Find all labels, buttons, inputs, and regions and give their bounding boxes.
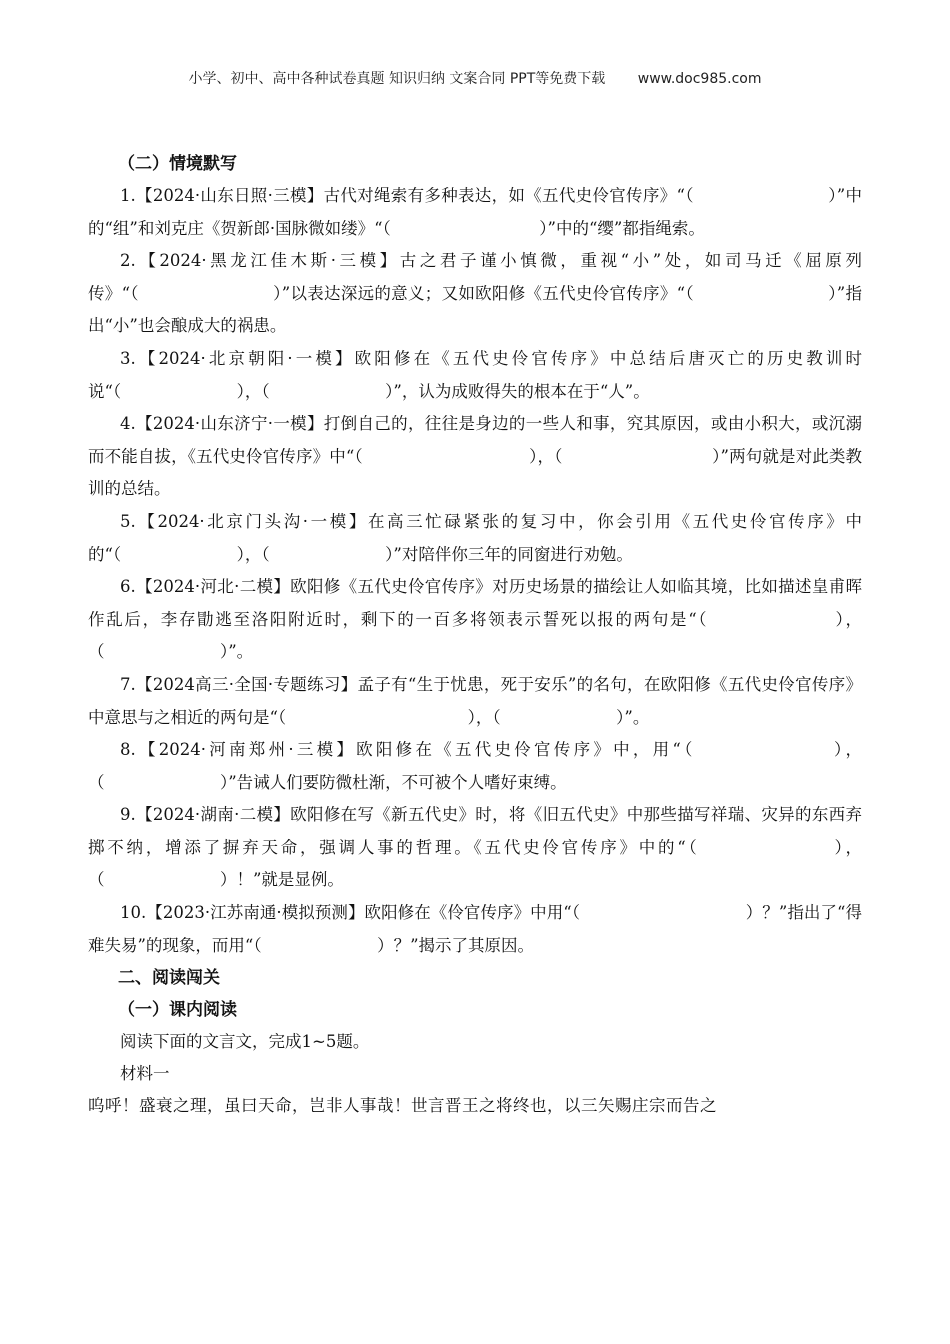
question-5: 5.【2024·北京门头沟·一模】在高三忙碌紧张的复习中，你会引用《五代史伶官传序》中的“（ ），（ ）”对陪伴你三年的同窗进行劝勉。 (88, 511, 862, 564)
header-site-link[interactable]: www.doc985.com (637, 71, 762, 87)
question-10: 10.【2023·江苏南通·模拟预测】欧阳修在《伶官传序》中用“（ ）？”指出了“得难失易”的现象，而用“（ ）？”揭示了其原因。 (88, 903, 862, 955)
material-label: 材料一 (120, 1064, 170, 1084)
section-title: （二）情境默写 (118, 154, 237, 174)
header-text: 小学、初中、高中各种试卷真题 知识归纳 文案合同 PPT等免费下载 (188, 71, 606, 87)
question-6: 6.【2024·河北·二模】欧阳修《五代史伶官传序》对历史场景的描绘让人如临其境，比如描述皇甫晖作乱后，李存勖逃至洛阳附近时，剩下的一百多将领表示誓死以报的两句是“（ ），（ ）”。 (88, 577, 862, 662)
question-3: 3.【2024·北京朝阳·一模】欧阳修在《五代史伶官传序》中总结后唐灭亡的历史教训时说“（ ），（ ）”，认为成败得失的根本在于“人”。 (88, 348, 862, 401)
subsection-title: （一）课内阅读 (118, 1000, 237, 1021)
question-2: 2.【2024·黑龙江佳木斯·三模】古之君子谨小慎微，重视“小”处，如司马迁《屈原列传》“（ ）”以表达深远的意义；又如欧阳修《五代史伶官传序》“（ ）”指出“小”也会酿成大的祸患。 (88, 251, 862, 336)
instruction: 阅读下面的文言文，完成1~5题。 (120, 1032, 370, 1052)
part-title: 二、阅读闯关 (118, 968, 220, 989)
passage-line: 呜呼！盛衰之理，虽曰天命，岂非人事哉！世言晋王之将终也，以三矢赐庄宗而告之 (88, 1096, 717, 1116)
question-8: 8.【2024·河南郑州·三模】欧阳修在《五代史伶官传序》中，用“（ ），（ ）”告诫人们要防微杜渐，不可被个人嗜好束缚。 (88, 740, 862, 792)
question-4: 4.【2024·山东济宁·一模】打倒自己的，往往是身边的一些人和事，究其原因，或由小积大，或沉溺而不能自拔，《五代史伶官传序》中“（ ），（ ）”两句就是对此类教训的总结。 (88, 414, 862, 499)
question-1: 1.【2024·山东日照·三模】古代对绳索有多种表达，如《五代史伶官传序》“（ ）”中的“组”和刘克庄《贺新郎·国脉微如缕》“（ ）”中的“缨”都指绳索。 (88, 186, 862, 238)
question-9: 9.【2024·湖南·二模】欧阳修在写《新五代史》时，将《旧五代史》中那些描写祥瑞、灾异的东西弃掷不纳，增添了摒弃天命，强调人事的哲理。《五代史伶官传序》中的“（ ），（ ）！”就是显例。 (88, 805, 862, 890)
question-7: 7.【2024高三·全国·专题练习】孟子有“生于忧患，死于安乐”的名句，在欧阳修《五代史伶官传序》中意思与之相近的两句是“（ ），（ ）”。 (88, 674, 862, 727)
page-header (0, 68, 950, 88)
document-body (88, 148, 862, 1122)
